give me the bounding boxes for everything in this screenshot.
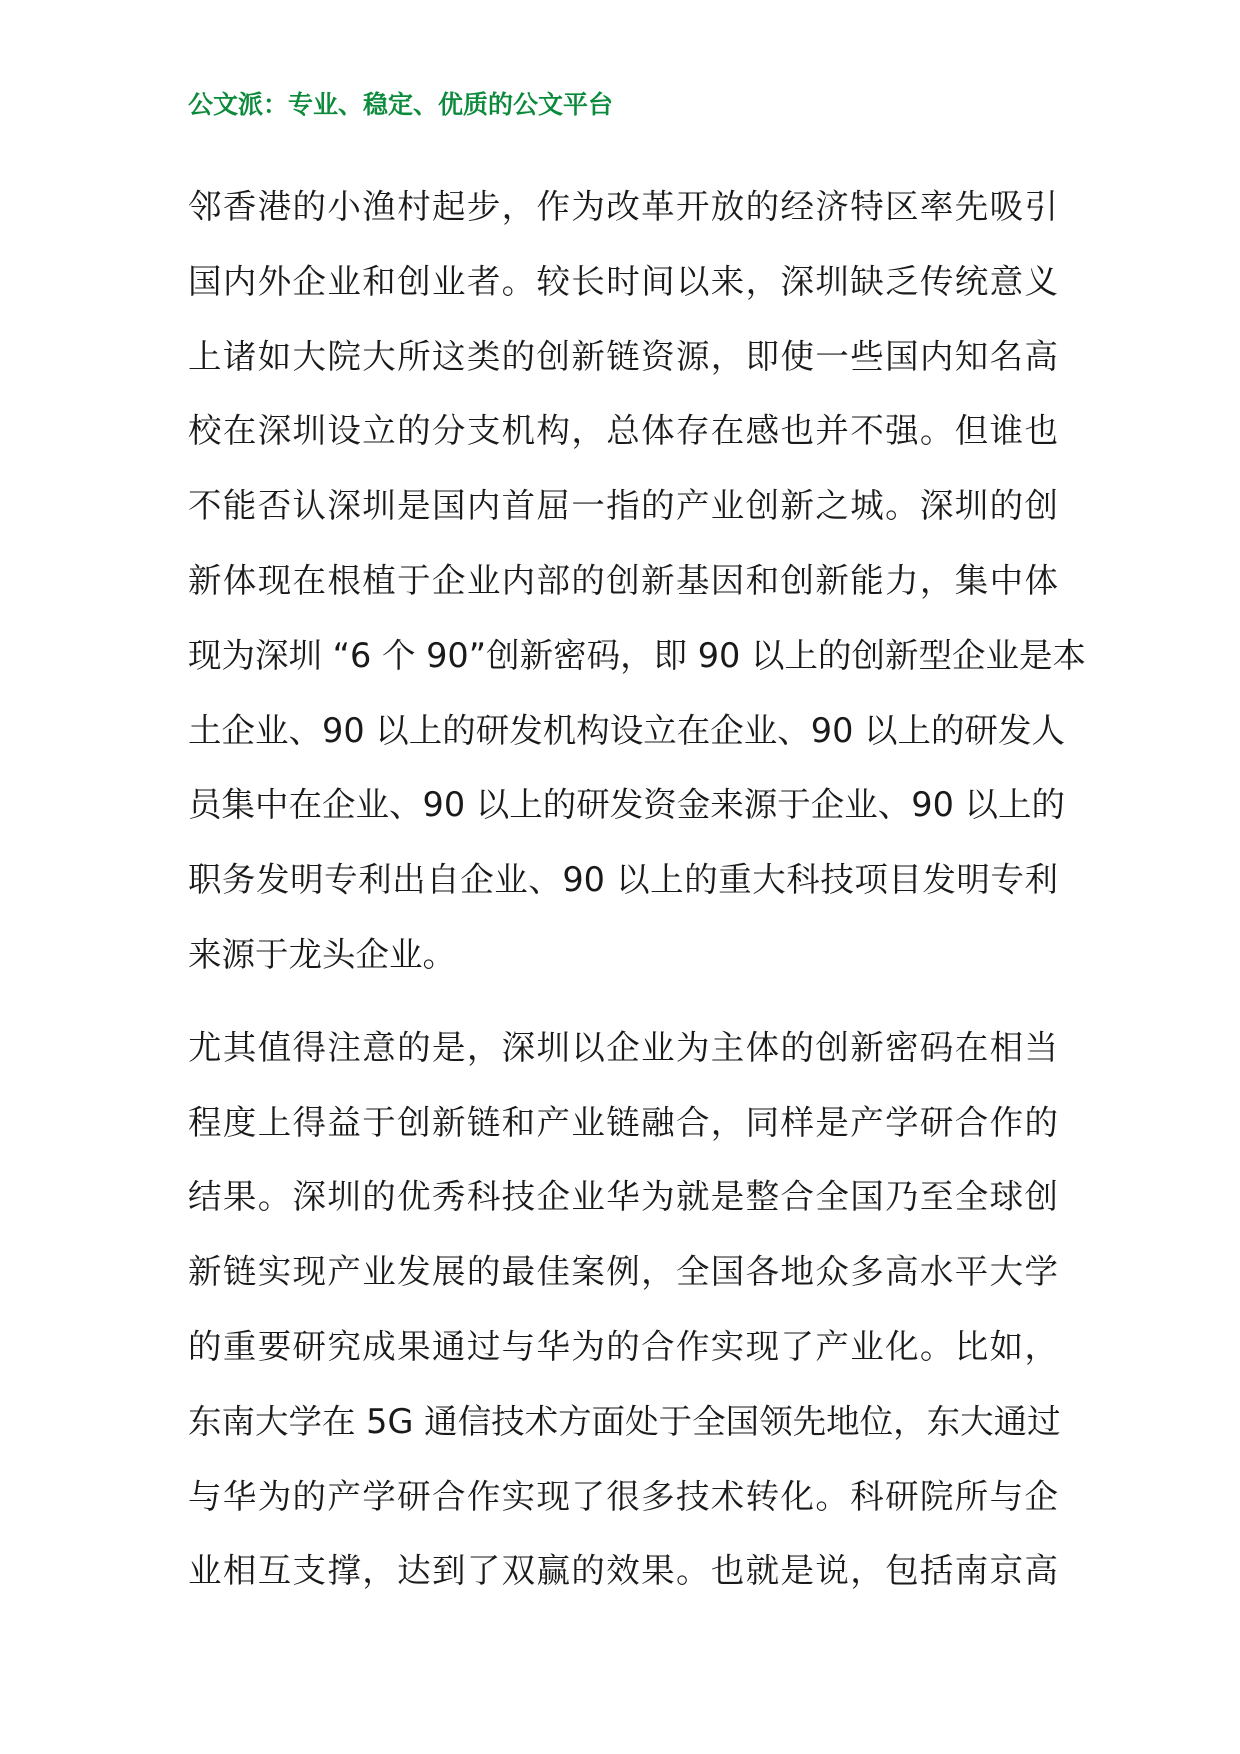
- text-line: 员集中在企业、90 以上的研发资金来源于企业、90 以上的: [188, 785, 1066, 825]
- paragraph: [188, 1011, 1061, 1609]
- text-line: 来源于龙头企业。: [188, 934, 456, 974]
- text-line: 上诸如大院大所这类的创新链资源，即使一些国内知名高: [188, 336, 1058, 376]
- text-line: 尤其值得注意的是，深圳以企业为主体的创新密码在相当: [188, 1027, 1058, 1067]
- paragraph: [188, 170, 1087, 993]
- text-line: 校在深圳设立的分支机构，总体存在感也并不强。但谁也: [188, 411, 1058, 451]
- text-line: 与华为的产学研合作实现了很多技术转化。科研院所与企: [188, 1476, 1058, 1516]
- text-line: 职务发明专利出自企业、90 以上的重大科技项目发明专利: [188, 860, 1058, 900]
- paragraph-gap: [188, 993, 1058, 1011]
- text-line: 邻香港的小渔村起步，作为改革开放的经济特区率先吸引: [188, 187, 1058, 226]
- text-line: 土企业、90 以上的研发机构设立在企业、90 以上的研发人: [188, 710, 1066, 750]
- text-line: 程度上得益于创新链和产业链融合，同样是产学研合作的: [188, 1102, 1058, 1142]
- text-line: 东南大学在 5G 通信技术方面处于全国领先地位，东大通过: [188, 1401, 1061, 1441]
- text-line: 不能否认深圳是国内首屈一指的产业创新之城。深圳的创: [188, 486, 1058, 526]
- text-line: 结果。深圳的优秀科技企业华为就是整合全国乃至全球创: [188, 1177, 1058, 1217]
- text-line: 现为深圳 “6 个 90”创新密码，即 90 以上的创新型企业是本: [188, 635, 1087, 675]
- body-text: [188, 170, 1087, 1609]
- text-line: 业相互支撑，达到了双赢的效果。也就是说，包括南京高: [188, 1551, 1058, 1591]
- text-line: 国内外企业和创业者。较长时间以来，深圳缺乏传统意义: [188, 261, 1058, 301]
- text-line: 的重要研究成果通过与华为的合作实现了产业化。比如，: [188, 1326, 1058, 1366]
- text-line: 新体现在根植于企业内部的创新基因和创新能力，集中体: [188, 560, 1058, 600]
- page-header: 公文派：专业、稳定、优质的公文平台: [188, 90, 614, 119]
- text-line: 新链实现产业发展的最佳案例，全国各地众多高水平大学: [188, 1252, 1058, 1292]
